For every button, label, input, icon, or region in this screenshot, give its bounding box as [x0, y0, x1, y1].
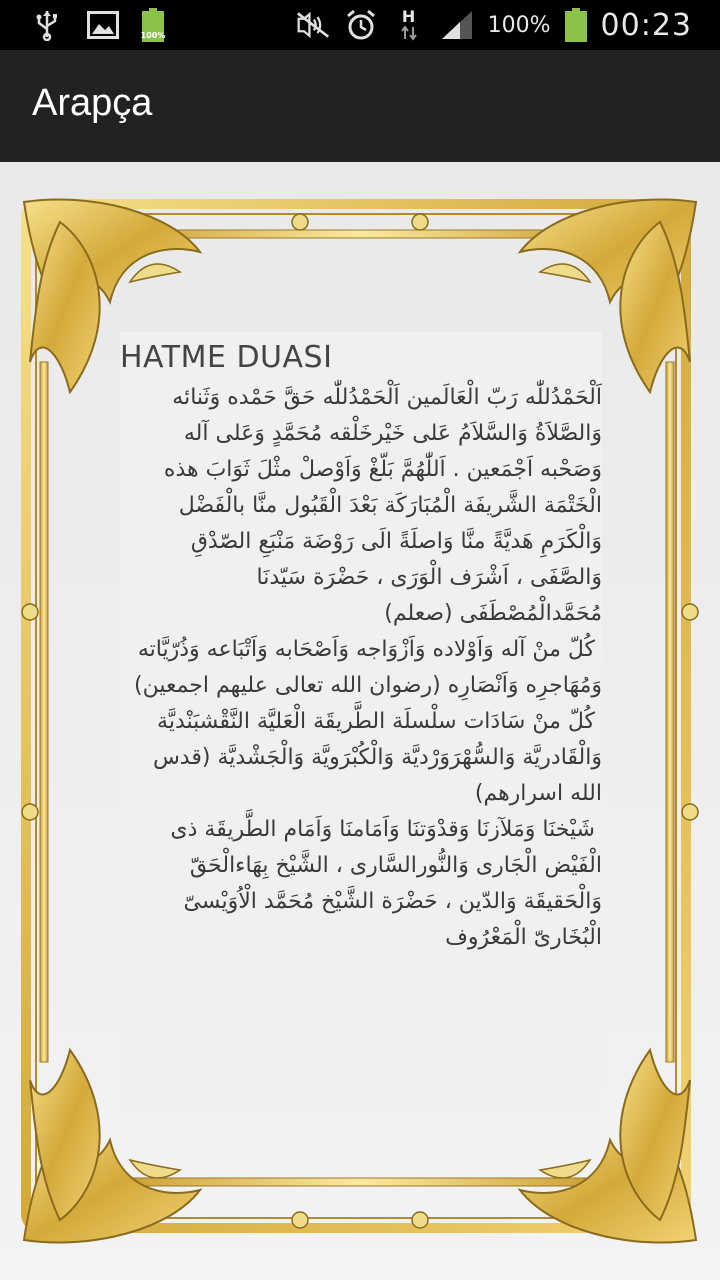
action-bar [0, 50, 720, 162]
image-icon [86, 8, 120, 42]
battery-full-icon [142, 8, 164, 42]
data-transfer-icon [392, 8, 426, 42]
mute-icon [296, 8, 330, 42]
app-title: Arapça [32, 82, 153, 124]
battery-percent: 100% [487, 12, 551, 38]
prayer-title: HATME DUASI [120, 340, 333, 375]
content-area [0, 162, 720, 1280]
clock: 00:23 [600, 7, 692, 43]
status-bar [0, 0, 720, 50]
usb-icon [30, 8, 64, 42]
network-type-label: H [401, 7, 416, 26]
battery-icon [565, 8, 587, 42]
battery-small-label: 100% [140, 31, 166, 40]
signal-icon [440, 8, 474, 42]
arabic-prayer-text: اَلْحَمْدُللّٰه رَبّ الْعَالَمين اَلْحَمْدُللّٰه حَقَّ حَمْده وَثَنائه وَالصَّلاَةُ وَالسَّلاَمُ عَلى خَيْرخَلْقه مُحَمَّدٍ وَعَلى آله وَصَحْبه اَجْمَعين . اَللّٰهُمَّ بَلّغْ وَاَوْصلْ مثْلَ ثَوَابَ هذه الْخَتْمَة الشَّريفَة الْمُبَارَكَة بَعْدَ الْقَبُول منَّا بالْفَضْل وَالْكَرَمِ هَديَّةً منَّا وَاصلَةً الَى رَوْضَة مَنْبَعِ الصّدْقِ وَالصَّفَى ، اَشْرَف الْوَرَى ، حَضْرَة سَيّدنَا مُحَمَّدالْمُصْطَفَى (صعلم) كُلّ منْ آله وَاَوْلاده وَاَزْوَاجه وَاَصْحَابه وَاَتْبَاعه وَذُرّيَّاته وَمُهَاجرِه وَاَنْصَارِه (رضوان الله تعالى عليهم اجمعين) كُلّ منْ سَادَات سلْسلَة الطَّريقَة الْعَليَّة النَّقْشبَنْديَّة وَالْقَادريَّة وَالسُّهْرَوَرْديَّة وَالْكُبْرَويَّة وَالْجَشْديَّة (قدس الله اسرارهم) شَيْخنَا وَمَلآزنَا وَقدْوَتنَا وَاَمَامنَا وَاَمَام الطَّريقَة ذى الْفَيْض الْجَارى وَالنُّورالسَّارى ، الشَّيْخ بِهَاءالْحَقّ وَالْحَقيقَة وَالدّين ، حَضْرَة الشَّيْخ مُحَمَّد الْاُوَيْسىّ الْبُخَارىّ الْمَعْرُوف [133, 385, 602, 950]
alarm-icon [344, 8, 378, 42]
prayer-text-panel [120, 332, 602, 1110]
